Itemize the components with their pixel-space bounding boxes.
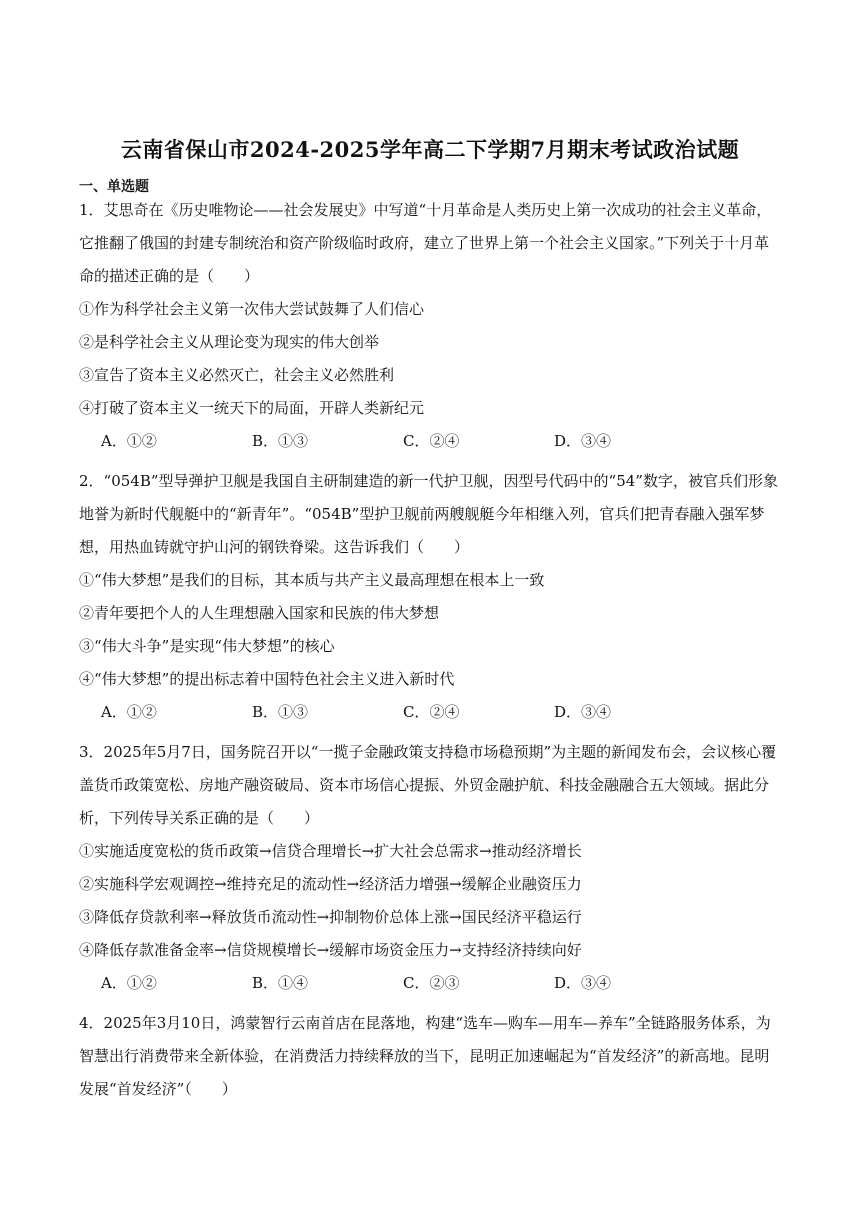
page-title: 云南省保山市2024-2025学年高二下学期7月期末考试政治试题 [120, 137, 740, 162]
statement-option: ①作为科学社会主义第一次伟大尝试鼓舞了人们信心 [79, 300, 425, 318]
question-stem: 3．2025年5月7日，国务院召开以“一揽子金融政策支持稳市场稳预期”为主题的新闻发布会，会议核心覆盖货币政策宽松、房地产融资破局、资本市场信心提振、外贸金融护航、科技金融融合五大领域。据此分析，下列传导关系正确的是（ ） [79, 743, 777, 827]
statement-option: ④降低存款准备金率→信贷规模增长→缓解市场资金压力→支持经济持续向好 [79, 941, 582, 959]
question-4 [79, 1007, 784, 1106]
statement-option: ②实施科学宏观调控→维持充足的流动性→经济活力增强→缓解企业融资压力 [79, 875, 582, 893]
statement-option: ③“伟大斗争”是实现“伟大梦想”的核心 [79, 637, 335, 655]
answer-choices [79, 696, 784, 729]
choice-d: D．③④ [554, 432, 612, 450]
question-stem: 1．艾思奇在《历史唯物论——社会发展史》中写道“十月革命是人类历史上第一次成功的社会主义革命，它推翻了俄国的封建专制统治和资产阶级临时政府，建立了世界上第一个社会主义国家。”下列关于十月革命的描述正确的是（ ） [79, 201, 772, 285]
statement-option: ③降低存贷款利率→释放货币流动性→抑制物价总体上涨→国民经济平稳运行 [79, 908, 582, 926]
choice-b: B．①③ [252, 703, 309, 721]
choice-c: C．②③ [403, 974, 460, 992]
section-heading: 一、单选题 [79, 179, 149, 195]
choice-b: B．①③ [252, 432, 309, 450]
question-2 [79, 465, 784, 729]
question-stem: 2．“054B”型导弹护卫舰是我国自主研制建造的新一代护卫舰，因型号代码中的“54”数字，被官兵们形象地誉为新时代舰艇中的“新青年”。“054B”型护卫舰前两艘舰艇今年相继入列，官兵们把青春融入强军梦想，用热血铸就守护山河的钢铁脊梁。这告诉我们（ ） [79, 472, 778, 556]
statement-option: ①“伟大梦想”是我们的目标，其本质与共产主义最高理想在根本上一致 [79, 571, 545, 589]
statement-option: ④“伟大梦想”的提出标志着中国特色社会主义进入新时代 [79, 670, 455, 688]
question-stem: 4．2025年3月10日，鸿蒙智行云南首店在昆落地，构建“选车—购车—用车—养车”全链路服务体系，为智慧出行消费带来全新体验，在消费活力持续释放的当下，昆明正加速崛起为“首发经济”的新高地。昆明发展“首发经济”（ ） [79, 1014, 771, 1098]
question-1 [79, 194, 784, 458]
choice-d: D．③④ [554, 703, 612, 721]
question-3 [79, 736, 784, 1000]
answer-choices [79, 425, 784, 458]
statement-option: ①实施适度宽松的货币政策→信贷合理增长→扩大社会总需求→推动经济增长 [79, 842, 582, 860]
choice-c: C．②④ [403, 432, 460, 450]
statement-option: ②青年要把个人的人生理想融入国家和民族的伟大梦想 [79, 604, 440, 622]
choice-a: A．①② [101, 974, 157, 992]
statement-option: ④打破了资本主义一统天下的局面，开辟人类新纪元 [79, 399, 425, 417]
choice-d: D．③④ [554, 974, 612, 992]
choice-a: A．①② [101, 703, 157, 721]
choice-b: B．①④ [252, 974, 309, 992]
statement-option: ②是科学社会主义从理论变为现实的伟大创举 [79, 333, 380, 351]
choice-a: A．①② [101, 432, 157, 450]
statement-option: ③宣告了资本主义必然灭亡，社会主义必然胜利 [79, 366, 395, 384]
choice-c: C．②④ [403, 703, 460, 721]
answer-choices [79, 967, 784, 1000]
